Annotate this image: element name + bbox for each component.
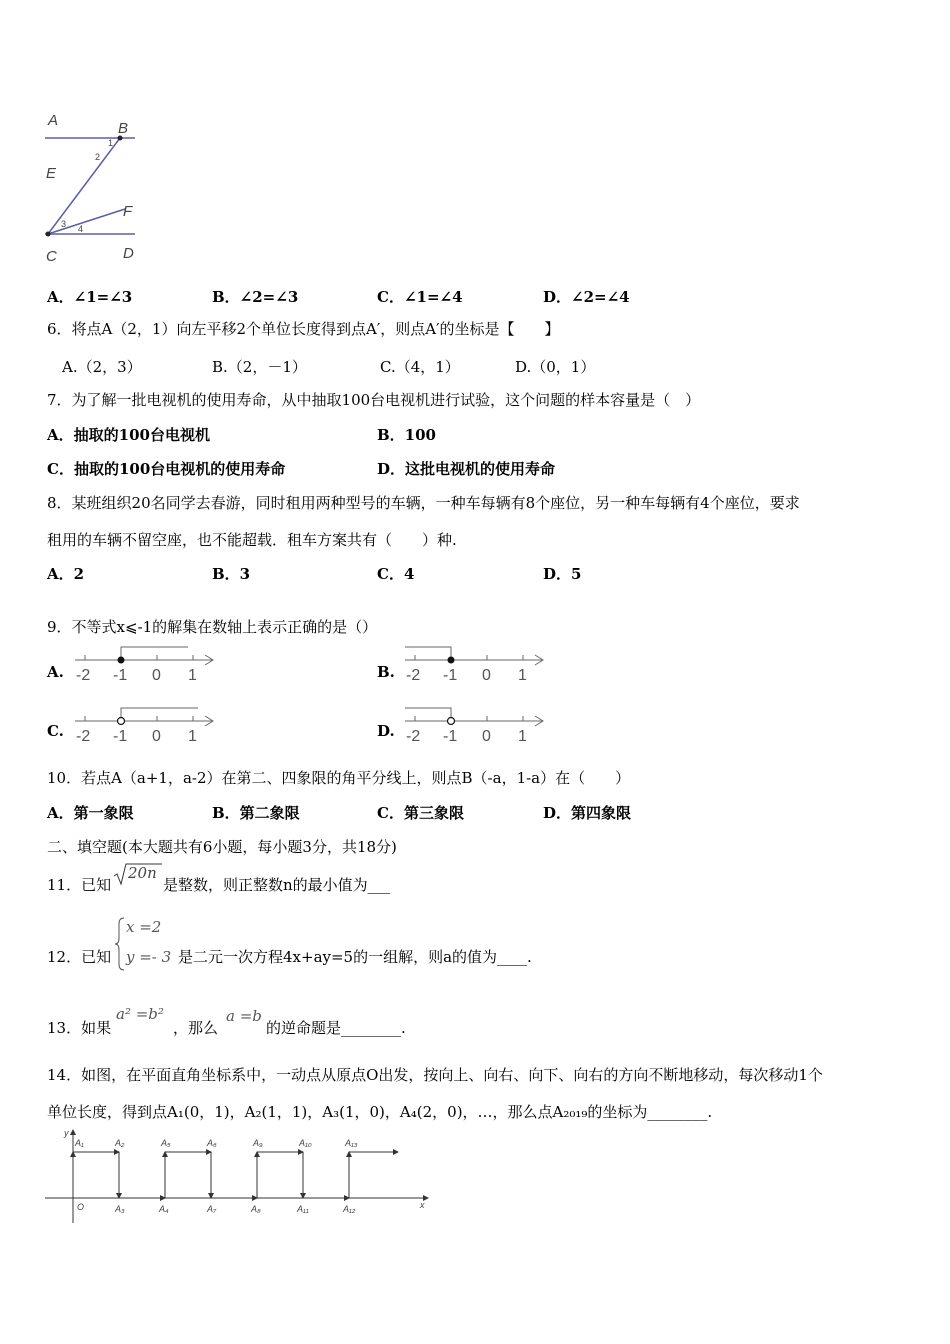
label-C: C [46, 248, 57, 265]
q11-suffix: 是整数，则正整数n的最小值为___ [163, 876, 391, 894]
q12-eq1: x =2 [126, 918, 162, 936]
angle-3: 3 [61, 219, 67, 229]
label-D: D [123, 245, 134, 262]
point-label: A₇ [207, 1204, 217, 1214]
point-label: A₁₀ [299, 1138, 312, 1148]
label-E: E [46, 165, 57, 182]
tick-label: -1 [443, 667, 458, 684]
angle-2: 2 [95, 152, 101, 162]
q9-option-a[interactable]: A. [47, 663, 64, 681]
point-label: A₆ [207, 1138, 217, 1148]
q14-stem-line2: 单位长度，得到点A₁(0，1)，A₂(1，1)，A₃(1，0)，A₄(2，0)，…，那么点A₂₀₁₉的坐标为________. [47, 1103, 713, 1121]
q9-option-b[interactable]: B. [377, 663, 395, 681]
point-label: A₂ [115, 1138, 125, 1148]
q13-prefix: 13．如果 [47, 1019, 112, 1037]
q9-stem: 9．不等式x⩽-1的解集在数轴上表示正确的是（） [47, 618, 378, 636]
q6-option-d[interactable]: D.（0，1） [515, 358, 596, 376]
q10-stem: 10．若点A（a+1，a-2）在第二、四象限的角平分线上，则点B（-a，1-a）在（ ） [47, 769, 631, 787]
tick-label: 1 [188, 667, 197, 684]
point-label: A₁₃ [345, 1138, 358, 1148]
q5-option-b[interactable]: B．∠2=∠3 [212, 288, 299, 306]
q11-radicand: 20n [128, 864, 157, 882]
q13-expr2: a =b [226, 1007, 262, 1025]
q8-stem-line1: 8．某班组织20名同学去春游，同时租用两种型号的车辆，一种车每辆有8个座位，另一种车每辆有4个座位，要求 [47, 494, 800, 512]
tick-label: 0 [152, 728, 161, 745]
q7-option-b[interactable]: B．100 [377, 426, 436, 444]
tick-label: 1 [518, 728, 527, 745]
angle-4: 4 [78, 224, 84, 234]
point-label: A₉ [253, 1138, 263, 1148]
q13-mid: ，那么 [173, 1019, 219, 1037]
q10-option-b[interactable]: B．第二象限 [212, 804, 300, 822]
q7-option-c[interactable]: C．抽取的100台电视机的使用寿命 [47, 460, 286, 478]
q8-option-a[interactable]: A．2 [47, 565, 85, 583]
q13-expr1: a² =b² [116, 1005, 164, 1023]
label-B: B [118, 120, 129, 137]
q8-option-c[interactable]: C．4 [377, 565, 415, 583]
q5-option-a[interactable]: A．∠1=∠3 [47, 288, 133, 306]
section-2-heading: 二、填空题(本大题共有6小题，每小题3分，共18分) [47, 838, 397, 856]
q6-option-c[interactable]: C.（4，1） [380, 358, 460, 376]
q13-suffix: 的逆命题是________. [266, 1019, 406, 1037]
q12-suffix: 是二元一次方程4x+ay=5的一组解，则a的值为____. [178, 948, 532, 966]
q5-option-d[interactable]: D．∠2=∠4 [543, 288, 630, 306]
q11-prefix: 11．已知 [47, 876, 112, 894]
point-label: A₃ [115, 1204, 125, 1214]
tick-label: 0 [152, 667, 161, 684]
q7-option-d[interactable]: D．这批电视机的使用寿命 [377, 460, 556, 478]
tick-label: -1 [113, 728, 128, 745]
label-F: F [123, 203, 133, 220]
q12-eq2: y =- 3 [126, 948, 172, 966]
tick-label: 1 [188, 728, 197, 745]
q6-stem: 6．将点A（2，1）向左平移2个单位长度得到点A′，则点A′的坐标是【 】 [47, 320, 560, 338]
q14-stem-line1: 14．如图，在平面直角坐标系中，一动点从原点O出发，按向上、向右、向下、向右的方向不断地移动，每次移动1个 [47, 1066, 823, 1084]
point-label: A₅ [161, 1138, 171, 1148]
tick-label: 0 [482, 728, 491, 745]
angle-1: 1 [108, 138, 114, 148]
tick-label: -1 [443, 728, 458, 745]
q6-option-b[interactable]: B.（2，－1） [212, 358, 307, 376]
axis-x-label: x [420, 1200, 425, 1210]
tick-label: -2 [406, 728, 421, 745]
q9-option-d[interactable]: D. [377, 722, 395, 740]
q5-figure [40, 108, 150, 268]
point-label: A₁₂ [343, 1204, 356, 1214]
q7-stem: 7．为了解一批电视机的使用寿命，从中抽取100台电视机进行试验，这个问题的样本容量是（ ） [47, 391, 701, 409]
point-label: A₁₁ [297, 1204, 309, 1214]
q10-option-d[interactable]: D．第四象限 [543, 804, 632, 822]
tick-label: -2 [76, 667, 91, 684]
point-label: A₁ [75, 1138, 84, 1148]
q7-option-a[interactable]: A．抽取的100台电视机 [47, 426, 210, 444]
q9-numberline-b [400, 642, 550, 687]
q8-stem-line2: 租用的车辆不留空座，也不能超载．租车方案共有（ ）种. [47, 531, 457, 549]
origin-label: O [77, 1202, 85, 1212]
tick-label: -2 [406, 667, 421, 684]
q10-option-c[interactable]: C．第三象限 [377, 804, 464, 822]
q12-brace [114, 916, 126, 972]
point-label: A₄ [159, 1204, 169, 1214]
q10-option-a[interactable]: A．第一象限 [47, 804, 134, 822]
axis-y-label: y [64, 1128, 69, 1138]
q8-option-b[interactable]: B．3 [212, 565, 251, 583]
q9-numberline-a [70, 642, 220, 687]
q8-option-d[interactable]: D．5 [543, 565, 582, 583]
q12-prefix: 12．已知 [47, 948, 112, 966]
point-label: A₈ [251, 1204, 261, 1214]
label-A: A [48, 112, 59, 129]
tick-label: -1 [113, 667, 128, 684]
q9-option-c[interactable]: C. [47, 722, 64, 740]
q5-option-c[interactable]: C．∠1=∠4 [377, 288, 463, 306]
tick-label: -2 [76, 728, 91, 745]
q14-figure [40, 1126, 440, 1226]
q9-numberline-c [70, 703, 220, 748]
tick-label: 0 [482, 667, 491, 684]
tick-label: 1 [518, 667, 527, 684]
q9-numberline-d [400, 703, 550, 748]
q6-option-a[interactable]: A.（2，3） [62, 358, 142, 376]
